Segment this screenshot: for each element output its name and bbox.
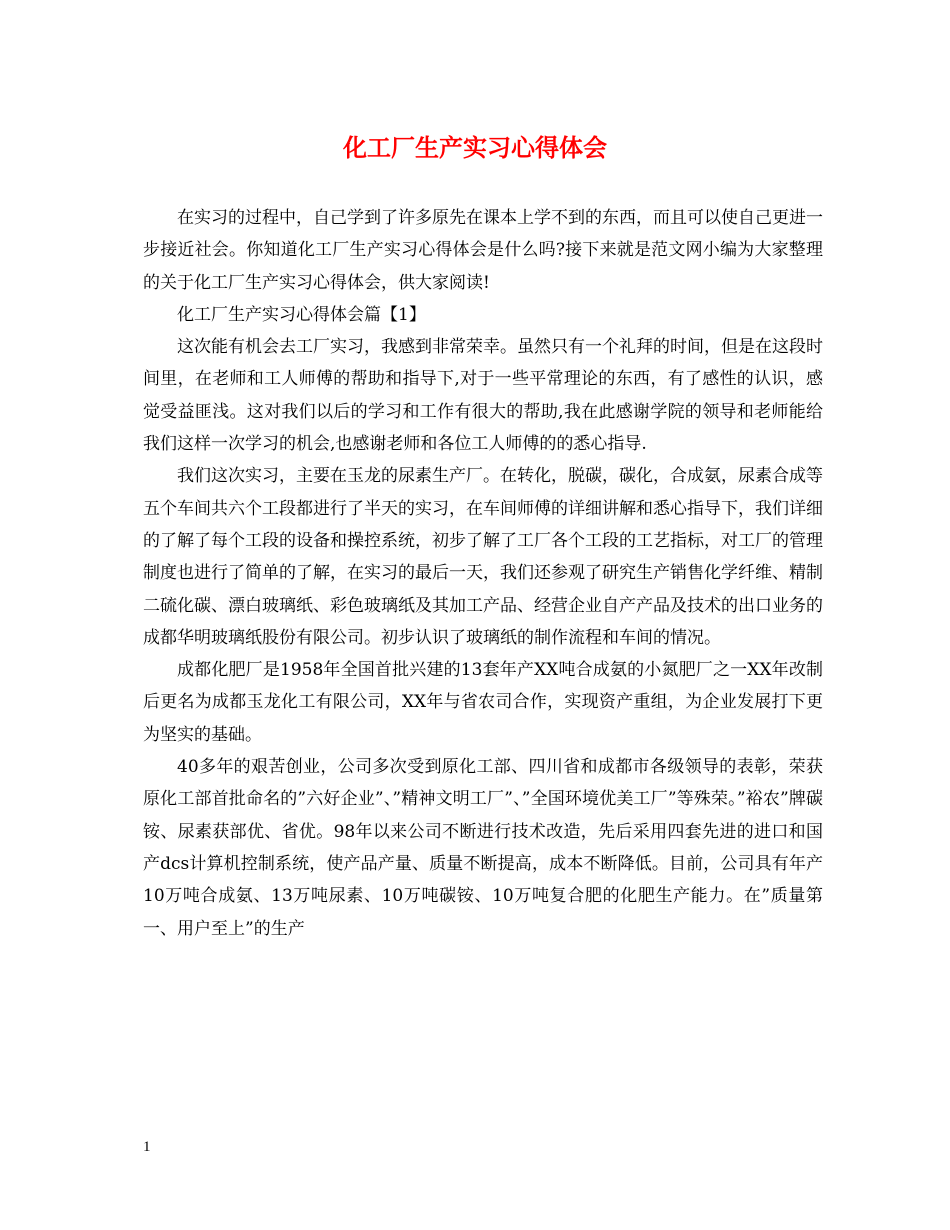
section-heading: 化工厂生产实习心得体会篇【1】: [177, 304, 426, 325]
paragraph-intro: 在实习的过程中，自己学到了许多原先在课本上学不到的东西，而且可以使自己更进一步接近社会。你知道化工厂生产实习心得体会是什么吗?接下来就是范文网小编为大家整理的关于化工厂生产实习心得体会，供大家阅读!: [143, 208, 823, 293]
document-body: [143, 202, 823, 945]
paragraph: 我们这次实习，主要在玉龙的尿素生产厂。在转化，脱碳，碳化，合成氨，尿素合成等五个车间共六个工段都进行了半天的实习，在车间师傅的详细讲解和悉心指导下，我们详细的了解了每个工段的设备和操控系统，初步了解了工厂各个工段的工艺指标，对工厂的管理制度也进行了简单的了解，在实习的最后一天，我们还参观了研究生产销售化学纤维、精制二硫化碳、漂白玻璃纸、彩色玻璃纸及其加工产品、经营企业自产产品及技术的出口业务的成都华明玻璃纸股份有限公司。初步认识了玻璃纸的制作流程和车间的情况。: [143, 466, 823, 648]
paragraph: 40多年的艰苦创业，公司多次受到原化工部、四川省和成都市各级领导的表彰，荣获原化工部首批命名的”六好企业”、”精神文明工厂”、”全国环境优美工厂”等殊荣。”裕农”牌碳铵、尿素获部优、省优。98年以来公司不断进行技术改造，先后采用四套先进的进口和国产dcs计算机控制系统，使产品产量、质量不断提高，成本不断降低。目前，公司具有年产10万吨合成氨、13万吨尿素、10万吨碳铵、10万吨复合肥的化肥生产能力。在”质量第一、用户至上”的生产: [143, 757, 823, 939]
paragraph: 成都化肥厂是1958年全国首批兴建的13套年产XX吨合成氨的小氮肥厂之一XX年改制后更名为成都玉龙化工有限公司，XX年与省农司合作，实现资产重组，为企业发展打下更为坚实的基础。: [143, 660, 823, 745]
paragraph: 这次能有机会去工厂实习，我感到非常荣幸。虽然只有一个礼拜的时间，但是在这段时间里，在老师和工人师傅的帮助和指导下,对于一些平常理论的东西，有了感性的认识，感觉受益匪浅。这对我们以后的学习和工作有很大的帮助,我在此感谢学院的领导和老师能给我们这样一次学习的机会,也感谢老师和各位工人师傅的的悉心指导.: [143, 337, 823, 455]
page-number: 1: [143, 1139, 151, 1155]
document-title: 化工厂生产实习心得体会: [343, 133, 607, 162]
